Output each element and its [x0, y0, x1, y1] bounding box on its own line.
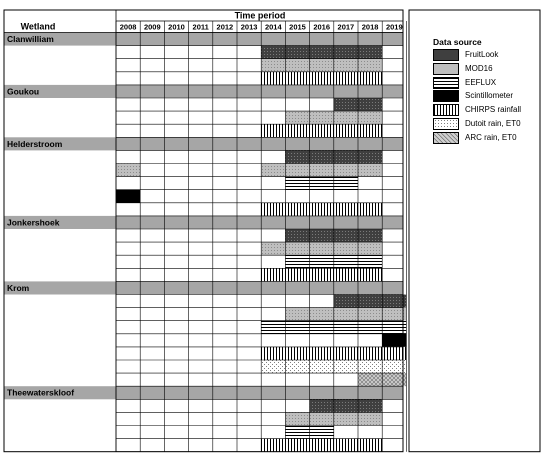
data-cell-chirps	[261, 124, 285, 137]
legend-item-dutoit	[433, 118, 545, 131]
data-cell-mod	[334, 59, 358, 72]
time-period-header: Time period	[234, 10, 286, 21]
data-cell-chirps	[334, 124, 358, 137]
data-cell-fl	[310, 150, 334, 163]
data-cell-fl	[334, 46, 358, 59]
data-cell-eeflux	[285, 321, 309, 334]
data-cell-fl	[334, 98, 358, 111]
data-cell-fl	[310, 399, 334, 412]
legend-swatch	[433, 132, 459, 144]
legend-item-fl	[433, 49, 545, 62]
data-cell-eeflux	[358, 255, 382, 268]
wetland-name: Jonkershoek	[7, 217, 60, 228]
data-cell-mod	[358, 111, 382, 124]
legend-item-mod	[433, 63, 545, 76]
legend-swatch	[433, 118, 459, 130]
data-cell-arc	[358, 373, 382, 386]
data-cell-chirps	[358, 268, 382, 281]
legend-item-arc	[433, 132, 545, 145]
data-cell-fl	[334, 295, 358, 308]
year-label: 2010	[168, 22, 185, 32]
data-cell-chirps	[261, 439, 285, 452]
data-cell-mod	[358, 242, 382, 255]
data-cell-dutoit	[310, 360, 334, 373]
data-cell-dutoit	[334, 360, 358, 373]
data-cell-chirps	[285, 72, 309, 85]
data-cell-chirps	[310, 439, 334, 452]
year-label: 2015	[289, 22, 306, 32]
legend-label: EEFLUX	[465, 77, 497, 87]
data-cell-mod	[310, 164, 334, 177]
data-cell-chirps	[358, 124, 382, 137]
year-label: 2011	[192, 22, 209, 32]
data-cell-chirps	[334, 268, 358, 281]
data-cell-mod	[358, 164, 382, 177]
wetland-band	[4, 85, 403, 98]
year-label: 2014	[264, 22, 282, 32]
data-cell-mod	[358, 308, 382, 321]
data-cell-fl	[334, 150, 358, 163]
wetland-band	[4, 281, 403, 294]
data-cell-eeflux	[310, 321, 334, 334]
data-cell-fl	[285, 46, 309, 59]
data-cell-mod	[261, 164, 285, 177]
wetland-band	[4, 33, 403, 46]
data-cell-eeflux	[285, 426, 309, 439]
data-cell-chirps	[334, 203, 358, 216]
data-cell-fl	[358, 98, 382, 111]
data-cell-mod	[334, 308, 358, 321]
data-cell-mod	[285, 412, 309, 425]
data-cell-chirps	[310, 124, 334, 137]
data-cell-mod	[310, 412, 334, 425]
wetland-name: Helderstroom	[7, 138, 63, 149]
wetland-band	[4, 216, 403, 229]
data-cell-eeflux	[334, 177, 358, 190]
data-cell-mod	[310, 111, 334, 124]
wetland-name: Theewaterskloof	[7, 387, 75, 398]
data-cell-mod	[261, 242, 285, 255]
data-cell-chirps	[261, 203, 285, 216]
data-cell-mod	[334, 111, 358, 124]
data-cell-chirps	[285, 268, 309, 281]
year-label: 2019	[385, 22, 403, 32]
data-cell-mod	[285, 59, 309, 72]
data-cell-fl	[358, 399, 382, 412]
data-cell-mod	[285, 164, 309, 177]
data-cell-chirps	[310, 268, 334, 281]
data-cell-fl	[334, 229, 358, 242]
data-cell-mod	[334, 242, 358, 255]
data-cell-mod	[334, 412, 358, 425]
year-label: 2018	[361, 22, 379, 32]
data-cell-chirps	[358, 72, 382, 85]
legend-swatch	[433, 104, 459, 116]
legend-label: FruitLook	[465, 50, 499, 59]
data-cell-mod	[116, 164, 140, 177]
year-label: 2008	[119, 22, 137, 32]
data-cell-eeflux	[334, 255, 358, 268]
data-cell-chirps	[334, 347, 358, 360]
legend-swatch	[433, 63, 459, 75]
data-cell-fl	[310, 46, 334, 59]
data-cell-dutoit	[358, 360, 382, 373]
data-cell-chirps	[285, 347, 309, 360]
data-cell-eeflux	[285, 177, 309, 190]
data-cell-mod	[310, 308, 334, 321]
data-cell-mod	[358, 412, 382, 425]
data-cell-chirps	[261, 347, 285, 360]
wetland-band	[4, 137, 403, 150]
wetland-header: Wetland	[20, 21, 56, 32]
year-label: 2016	[313, 22, 331, 32]
data-cell-chirps	[310, 72, 334, 85]
year-label: 2013	[240, 22, 258, 32]
data-cell-mod	[310, 59, 334, 72]
data-cell-eeflux	[261, 321, 285, 334]
data-cell-chirps	[310, 203, 334, 216]
data-cell-chirps	[261, 72, 285, 85]
legend-label: CHIRPS rainfall	[465, 105, 522, 115]
data-cell-chirps	[358, 439, 382, 452]
data-cell-fl	[261, 46, 285, 59]
data-cell-mod	[310, 242, 334, 255]
data-cell-eeflux	[310, 426, 334, 439]
data-cell-eeflux	[285, 255, 309, 268]
data-cell-fl	[310, 229, 334, 242]
legend-item-eeflux	[433, 77, 545, 90]
legend-title: Data source	[433, 37, 482, 47]
data-cell-chirps	[285, 124, 309, 137]
wetland-name: Clanwilliam	[7, 34, 54, 44]
data-cell-chirps	[334, 72, 358, 85]
data-cell-chirps	[261, 268, 285, 281]
data-cell-fl	[358, 46, 382, 59]
legend-swatch	[433, 77, 459, 89]
legend-item-chirps	[433, 104, 545, 117]
legend-item-scint	[433, 90, 545, 103]
data-cell-eeflux	[358, 321, 382, 334]
data-cell-fl	[285, 150, 309, 163]
data-cell-mod	[261, 59, 285, 72]
data-cell-fl	[334, 399, 358, 412]
data-cell-fl	[358, 295, 382, 308]
data-cell-chirps	[285, 439, 309, 452]
data-cell-mod	[334, 164, 358, 177]
legend-label: Dutoit rain, ET0	[465, 119, 521, 128]
wetland-name: Krom	[7, 282, 30, 293]
legend-swatch	[433, 90, 459, 102]
data-cell-chirps	[310, 347, 334, 360]
data-cell-chirps	[358, 203, 382, 216]
data-cell-scint	[116, 190, 140, 203]
data-cell-eeflux	[310, 255, 334, 268]
wetland-name: Goukou	[7, 86, 40, 97]
data-cell-dutoit	[261, 360, 285, 373]
legend-label: MOD16	[465, 63, 493, 73]
data-cell-dutoit	[285, 360, 309, 373]
data-cell-mod	[285, 308, 309, 321]
data-cell-fl	[285, 229, 309, 242]
data-cell-chirps	[358, 347, 382, 360]
data-cell-mod	[285, 111, 309, 124]
year-label: 2012	[216, 22, 234, 32]
data-cell-eeflux	[310, 177, 334, 190]
data-cell-eeflux	[334, 321, 358, 334]
data-cell-mod	[358, 59, 382, 72]
data-cell-fl	[358, 229, 382, 242]
legend-label: Scintillometer	[465, 91, 514, 101]
year-label: 2009	[143, 22, 161, 32]
legend-label: ARC rain, ET0	[465, 132, 517, 142]
legend-swatch	[433, 49, 459, 61]
data-cell-chirps	[285, 203, 309, 216]
data-cell-chirps	[334, 439, 358, 452]
year-label: 2017	[337, 22, 355, 32]
data-cell-fl	[358, 150, 382, 163]
data-cell-mod	[285, 242, 309, 255]
